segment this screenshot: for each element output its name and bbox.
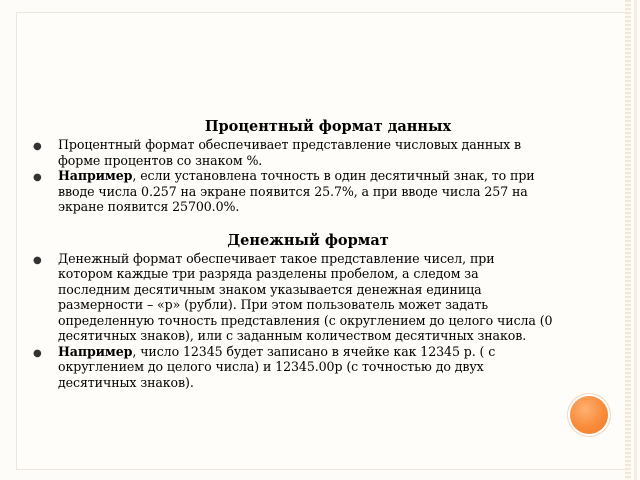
item-text: , если установлена точность в один десятичный знак, то при вводе числа 0.257 на экране появится 25.7%, а при вводе числа 257 на экране появится 25700.0%. [58,168,535,214]
section-title-currency: Денежный формат [227,231,389,249]
bullet-icon: ● [33,172,42,183]
list-item [33,251,553,344]
decorative-stripe [625,0,631,480]
item-text: Процентный формат обеспечивает представление числовых данных в форме процентов со знаком %. [58,137,522,168]
item-lead: Например [58,343,133,359]
section-title-percent: Процентный формат данных [204,118,452,135]
bullet-icon: ● [33,347,42,359]
item-text: , число 12345 будет записано в ячейке как 12345 р. ( с округлением до целого числа) и 12345.00р (с точностью до двух десятичных знаков). [58,343,496,390]
item-text: Денежный формат обеспечивает такое представление чисел, при котором каждые три разряда разделены пробелом, а следом за последним десятичным знаком указывается денежная единица размерности – «р» (рубли). При этом пользователь может задать определенную точность представления (с округлением до целого числа (0 десятичных знаков), или с заданным количеством десятичных знаков. [58,250,553,343]
list-item [33,137,553,168]
decorative-stripe-thin [634,0,637,480]
list-item [33,168,553,215]
orange-circle-icon [570,396,608,434]
slide-content [33,118,553,390]
bullet-icon: ● [33,141,42,152]
bullet-icon: ● [33,254,42,266]
list-item [33,344,553,391]
item-lead: Например [58,168,133,183]
